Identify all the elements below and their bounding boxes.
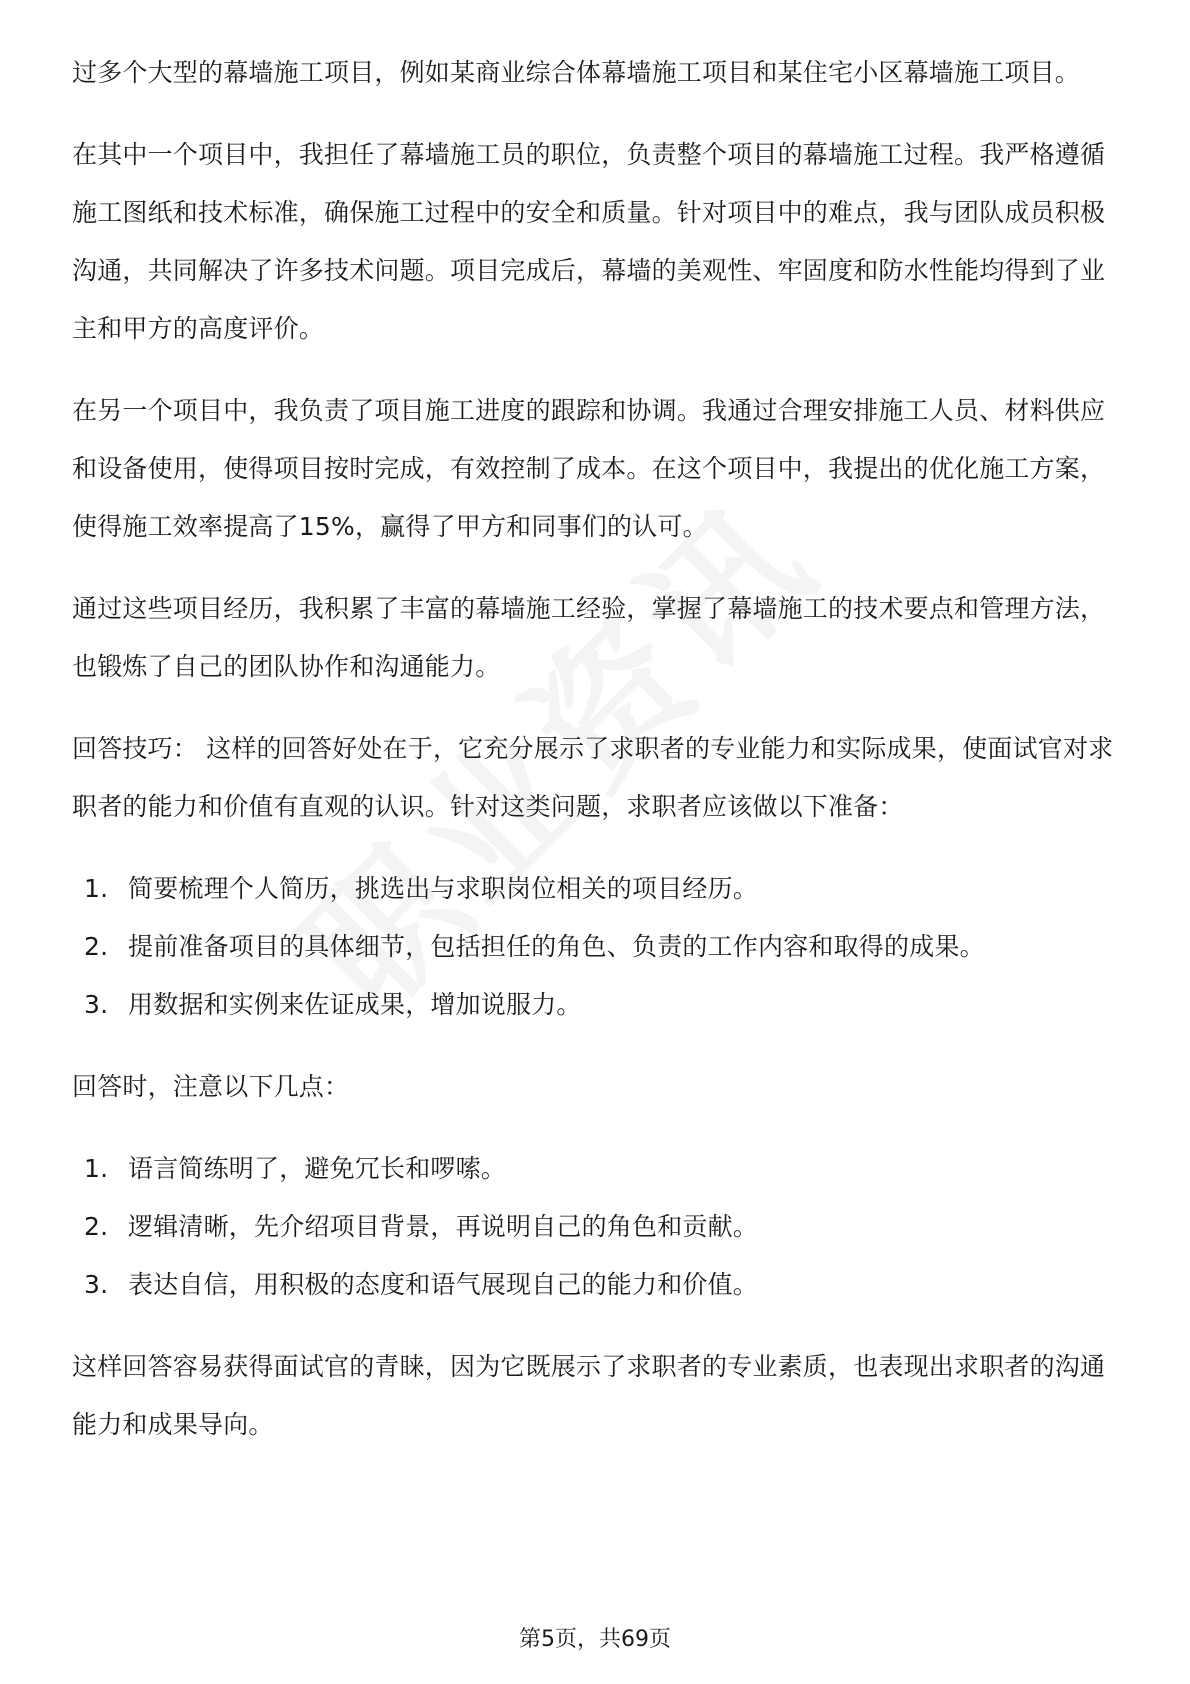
notes-list [72,1140,1122,1314]
list-item-text: 提前准备项目的具体细节，包括担任的角色、负责的工作内容和取得的成果。 [128,932,985,961]
list-item-number: 3. [84,1270,109,1299]
paragraph-conclusion: 这样回答容易获得面试官的青睐，因为它既展示了求职者的专业素质，也表现出求职者的沟通能力和成果导向。 [72,1352,1106,1439]
list-item [72,1256,1122,1314]
document-body [72,44,1122,1478]
list-item-number: 1. [84,874,109,903]
preparation-list [72,860,1122,1034]
list-item [72,976,1122,1034]
paragraph-project-two: 在另一个项目中，我负责了项目施工进度的跟踪和协调。我通过合理安排施工人员、材料供应和设备使用，使得项目按时完成，有效控制了成本。在这个项目中，我提出的优化施工方案，使得施工效率提高了15%，赢得了甲方和同事们的认可。 [72,396,1106,541]
paragraph-project-one: 在其中一个项目中，我担任了幕墙施工员的职位，负责整个项目的幕墙施工过程。我严格遵循施工图纸和技术标准，确保施工过程中的安全和质量。针对项目中的难点，我与团队成员积极沟通，共同解决了许多技术问题。项目完成后，幕墙的美观性、牢固度和防水性能均得到了业主和甲方的高度评价。 [72,140,1106,343]
paragraph-notes-heading: 回答时，注意以下几点： [72,1072,350,1101]
list-item-number: 3. [84,990,109,1019]
list-item-number: 2. [84,1212,109,1241]
list-item-number: 2. [84,932,109,961]
list-item-text: 语言简练明了，避免冗长和啰嗦。 [128,1154,507,1183]
paragraph-answer-tips: 回答技巧： 这样的回答好处在于，它充分展示了求职者的专业能力和实际成果，使面试官对求职者的能力和价值有直观的认识。针对这类问题，求职者应该做以下准备： [72,734,1114,821]
list-item-text: 简要梳理个人简历，挑选出与求职岗位相关的项目经历。 [128,874,759,903]
list-item [72,918,1122,976]
list-item-text: 用数据和实例来佐证成果，增加说服力。 [128,990,582,1019]
list-item [72,860,1122,918]
list-item-text: 逻辑清晰，先介绍项目背景，再说明自己的角色和贡献。 [128,1212,759,1241]
paragraph-intro-continued: 过多个大型的幕墙施工项目，例如某商业综合体幕墙施工项目和某住宅小区幕墙施工项目。 [72,58,1081,87]
list-item [72,1198,1122,1256]
list-item-text: 表达自信，用积极的态度和语气展现自己的能力和价值。 [128,1270,759,1299]
list-item-number: 1. [84,1154,109,1183]
paragraph-summary: 通过这些项目经历，我积累了丰富的幕墙施工经验，掌握了幕墙施工的技术要点和管理方法，也锻炼了自己的团队协作和沟通能力。 [72,594,1106,681]
list-item [72,1140,1122,1198]
page-number-footer: 第5页，共69页 [519,1627,671,1652]
